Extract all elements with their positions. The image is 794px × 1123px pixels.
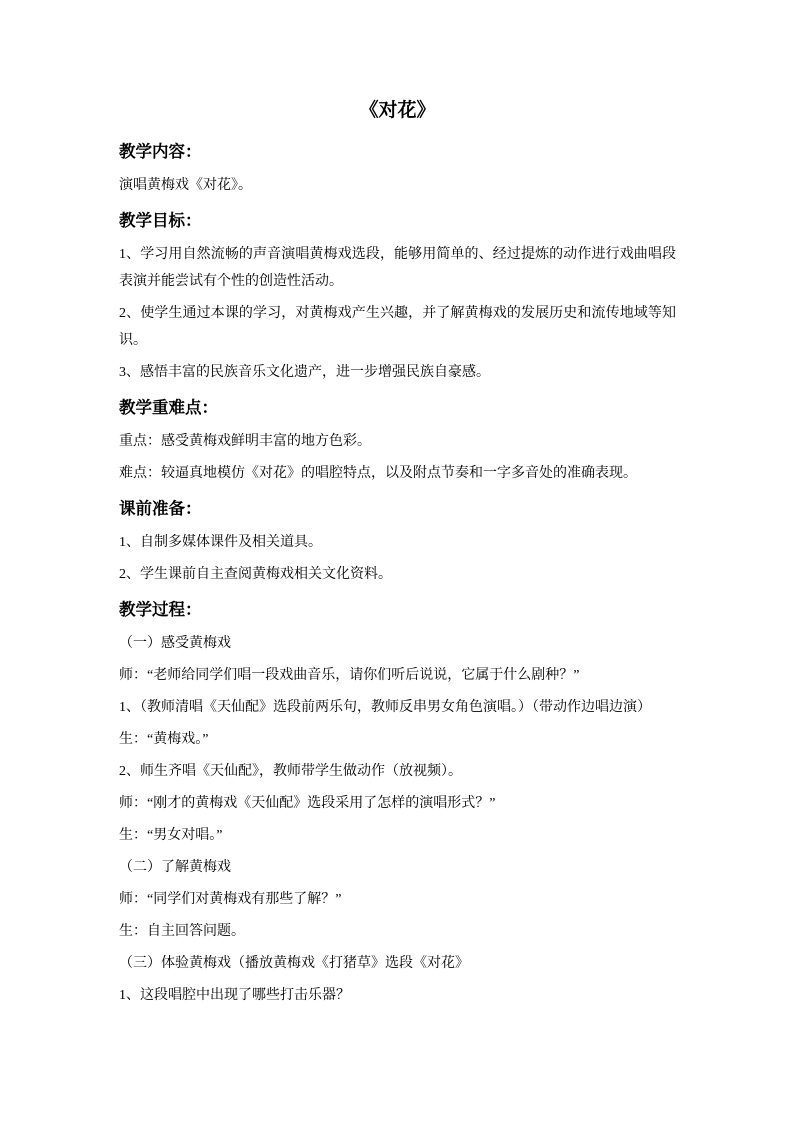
paragraph: 1、自制多媒体课件及相关道具。: [119, 535, 322, 550]
section-teaching-content: [119, 138, 676, 199]
paragraph: （三）体验黄梅戏（播放黄梅戏《打猪草》选段《对花》: [119, 956, 469, 971]
paragraph: 难点：较逼真地模仿《对花》的唱腔特点，以及附点节奏和一字多音处的准确表现。: [119, 466, 637, 481]
paragraph: 2、使学生通过本课的学习，对黄梅戏产生兴趣，并了解黄梅戏的发展历史和流传地域等知识。: [119, 306, 676, 348]
paragraph: 生：“黄梅戏。”: [119, 732, 209, 747]
section-heading: 教学过程：: [119, 600, 202, 619]
section-teaching-goals: [119, 207, 676, 386]
paragraph: 师：“同学们对黄梅戏有那些了解？”: [119, 892, 342, 907]
paragraph: 1、学习用自然流畅的声音演唱黄梅戏选段，能够用简单的、经过提炼的动作进行戏曲唱段表演并能尝试有个性的创造性活动。: [119, 247, 676, 289]
section-heading: 教学目标：: [119, 211, 202, 230]
section-teaching-process: [119, 596, 676, 1009]
paragraph: 师：“刚才的黄梅戏《天仙配》选段采用了怎样的演唱形式？”: [119, 796, 496, 811]
paragraph: 演唱黄梅戏《对花》。: [119, 178, 252, 193]
paragraph: 生：“男女对唱。”: [119, 828, 223, 843]
page-title: 《对花》: [359, 100, 436, 121]
paragraph: 生：自主回答问题。: [119, 924, 245, 939]
section-heading: 教学重难点：: [119, 398, 218, 417]
paragraph: 2、学生课前自主查阅黄梅戏相关文化资料。: [119, 567, 392, 582]
section-key-difficult-points: [119, 394, 676, 487]
paragraph: 3、感悟丰富的民族音乐文化遗产，进一步增强民族自豪感。: [119, 365, 490, 380]
section-pre-class-preparation: [119, 495, 676, 588]
paragraph: 1、（教师清唱《天仙配》选段前两乐句，教师反串男女角色演唱。）（带动作边唱边演）: [119, 700, 651, 715]
paragraph: 2、师生齐唱《天仙配》，教师带学生做动作（放视频）。: [119, 764, 462, 779]
section-heading: 教学内容：: [119, 142, 202, 161]
paragraph: （二）了解黄梅戏: [119, 860, 231, 875]
section-heading: 课前准备：: [119, 499, 202, 518]
paragraph: 1、这段唱腔中出现了哪些打击乐器？: [119, 988, 350, 1003]
paragraph: 师：“老师给同学们唱一段戏曲音乐，请你们听后说说，它属于什么剧种？”: [119, 668, 580, 683]
paragraph: （一）感受黄梅戏: [119, 636, 231, 651]
paragraph: 重点：感受黄梅戏鲜明丰富的地方色彩。: [119, 434, 371, 449]
